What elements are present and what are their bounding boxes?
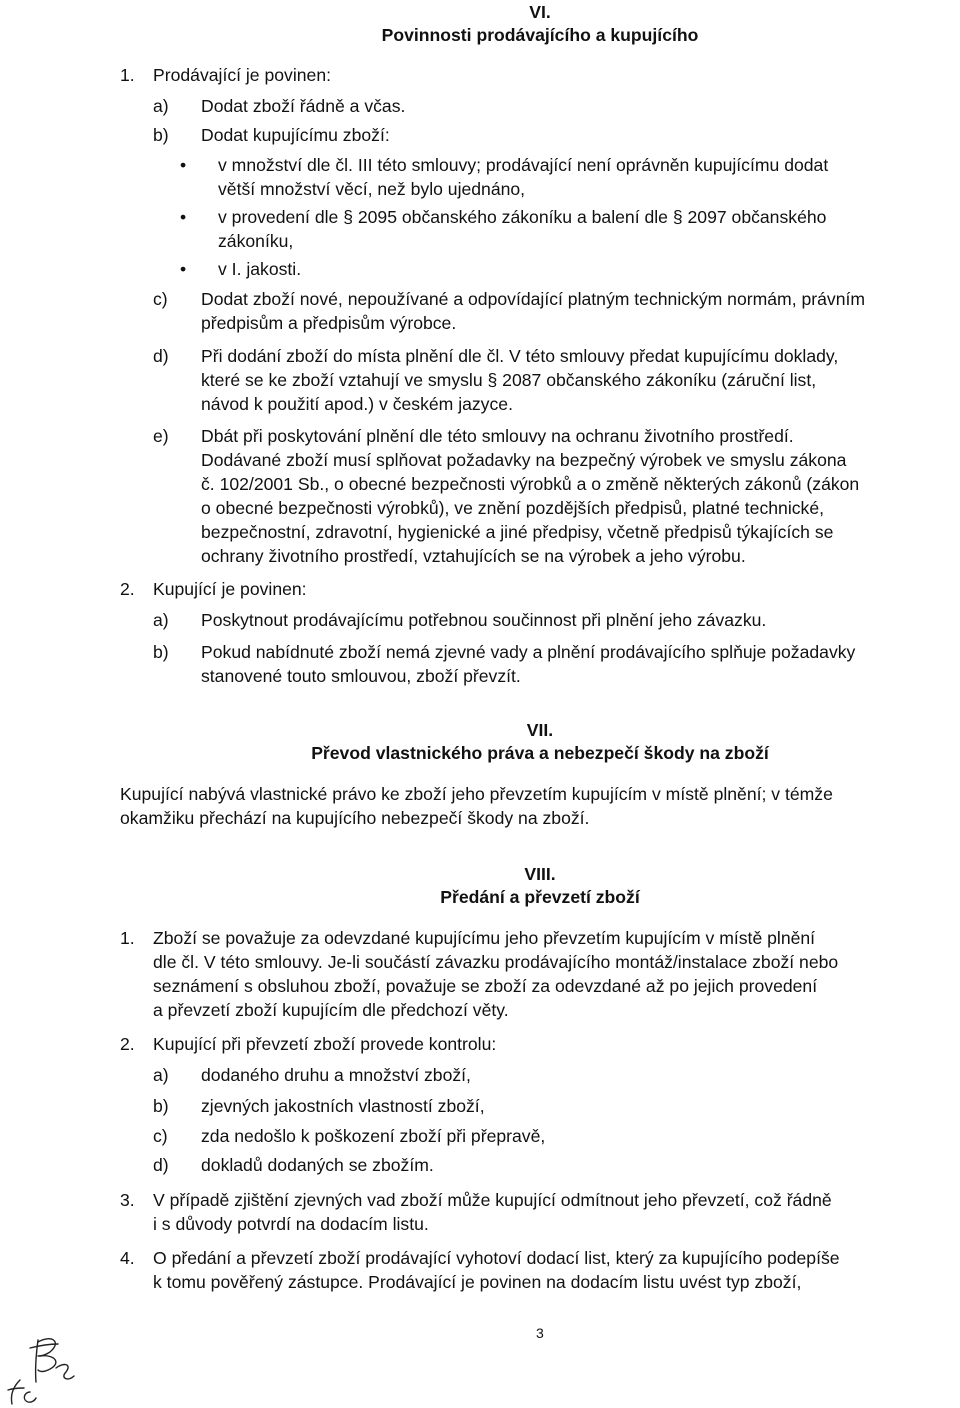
- section-7-title: Převod vlastnického práva a nebezpečí škody na zboží: [311, 743, 769, 763]
- s6-p1-c-line-1: Dodat zboží nové, nepoužívané a odpovídající platným technickým normám, právním: [201, 289, 866, 309]
- handwritten-initials: [0, 1320, 90, 1408]
- s6-p2-b-label: b): [153, 642, 169, 662]
- s8-p4-number: 4.: [120, 1248, 135, 1268]
- s8-p3-number: 3.: [120, 1190, 135, 1210]
- section-6-number: VI.: [529, 2, 551, 22]
- s6-bullet-3-line-1: v I. jakosti.: [218, 259, 302, 279]
- s6-p1-b-text: Dodat kupujícímu zboží:: [201, 125, 390, 145]
- s6-bullet-2-line-1: v provedení dle § 2095 občanského zákoníku a balení dle § 2097 občanského: [218, 207, 827, 227]
- s8-p2-d-label: d): [153, 1155, 169, 1175]
- s6-p1-e-line-6: ochrany životního prostředí, vztahujících se na výrobek a jeho výrobu.: [201, 546, 746, 566]
- s8-p2-number: 2.: [120, 1034, 135, 1054]
- s6-p1-e-line-4: o obecné bezpečnosti výrobků), ve znění pozdějších předpisů, platné technické,: [201, 498, 825, 518]
- s6-p1-d-label: d): [153, 346, 169, 366]
- s6-p2-a-label: a): [153, 610, 169, 630]
- s8-p3-line-2: i s důvody potvrdí na dodacím listu.: [153, 1214, 429, 1234]
- s6-p1-e-line-3: č. 102/2001 Sb., o obecné bezpečnosti výrobků a o změně některých zákonů (zákon: [201, 474, 860, 494]
- s6-p1-text: Prodávající je povinen:: [153, 65, 331, 85]
- s8-p2-b-text: zjevných jakostních vlastností zboží,: [201, 1096, 485, 1116]
- s6-p2-b-line-2: stanovené touto smlouvou, zboží převzít.: [201, 666, 521, 686]
- s6-p1-b-label: b): [153, 125, 169, 145]
- s6-p2-a-text: Poskytnout prodávajícímu potřebnou součinnost při plnění jeho závazku.: [201, 610, 767, 630]
- s8-p2-b-label: b): [153, 1096, 169, 1116]
- s8-p4-line-1: O předání a převzetí zboží prodávající vyhotoví dodací list, který za kupujícího podepíše: [153, 1248, 840, 1268]
- s8-p1-line-3: seznámení s obsluhou zboží, považuje se zboží za odevzdané až po jejich provedení: [153, 976, 818, 996]
- s8-p2-c-text: zda nedošlo k poškození zboží při přepravě,: [201, 1126, 546, 1146]
- section-8-number: VIII.: [524, 864, 556, 884]
- s6-p1-d-line-1: Při dodání zboží do místa plnění dle čl. V této smlouvy předat kupujícímu doklady,: [201, 346, 839, 366]
- s8-p3-line-1: V případě zjištění zjevných vad zboží může kupující odmítnout jeho převzetí, což řádně: [153, 1190, 832, 1210]
- s8-p1-line-4: a převzetí zboží kupujícím dle předchozí věty.: [153, 1000, 509, 1020]
- s8-p1-line-2: dle čl. V této smlouvy. Je-li součástí závazku prodávajícího montáž/instalace zboží nebo: [153, 952, 839, 972]
- bullet-icon: •: [180, 207, 187, 227]
- s6-p1-e-line-1: Dbát při poskytování plnění dle této smlouvy na ochranu životního prostředí.: [201, 426, 794, 446]
- s6-p2-number: 2.: [120, 579, 135, 599]
- s6-bullet-1-line-1: v množství dle čl. III této smlouvy; prodávající není oprávněn kupujícímu dodat: [218, 155, 829, 175]
- page-number: 3: [536, 1325, 544, 1341]
- s7-line-2: okamžiku přechází na kupujícího nebezpečí škody na zboží.: [120, 808, 590, 828]
- s6-bullet-2-line-2: zákoníku,: [218, 231, 294, 251]
- s8-p1-number: 1.: [120, 928, 135, 948]
- section-7-number: VII.: [526, 720, 554, 740]
- section-8-title: Předání a převzetí zboží: [440, 887, 640, 907]
- s8-p2-a-text: dodaného druhu a množství zboží,: [201, 1065, 471, 1085]
- s8-p2-text: Kupující při převzetí zboží provede kontrolu:: [153, 1034, 497, 1054]
- s6-p1-d-line-3: návod k použití apod.) v českém jazyce.: [201, 394, 513, 414]
- s6-bullet-1-line-2: větší množství věcí, než bylo ujednáno,: [218, 179, 526, 199]
- s6-p2-b-line-1: Pokud nabídnuté zboží nemá zjevné vady a plnění prodávajícího splňuje požadavky: [201, 642, 856, 662]
- s6-p1-a-label: a): [153, 96, 169, 116]
- s8-p2-d-text: dokladů dodaných se zbožím.: [201, 1155, 434, 1175]
- s6-p1-number: 1.: [120, 65, 135, 85]
- section-6-title: Povinnosti prodávajícího a kupujícího: [381, 25, 699, 45]
- s6-p2-text: Kupující je povinen:: [153, 579, 307, 599]
- s8-p2-c-label: c): [153, 1126, 168, 1146]
- s8-p2-a-label: a): [153, 1065, 169, 1085]
- s6-p1-d-line-2: které se ke zboží vztahují ve smyslu § 2087 občanského zákoníku (záruční list,: [201, 370, 817, 390]
- s6-p1-c-line-2: předpisům a předpisům výrobce.: [201, 313, 457, 333]
- s6-p1-e-line-2: Dodávané zboží musí splňovat požadavky na bezpečný výrobek ve smyslu zákona: [201, 450, 847, 470]
- bullet-icon: •: [180, 259, 187, 279]
- s6-p1-a-text: Dodat zboží řádně a včas.: [201, 96, 406, 116]
- s8-p1-line-1: Zboží se považuje za odevzdané kupujícímu jeho převzetím kupujícím v místě plnění: [153, 928, 816, 948]
- bullet-icon: •: [180, 155, 187, 175]
- s6-p1-c-label: c): [153, 289, 168, 309]
- s8-p4-line-2: k tomu pověřený zástupce. Prodávající je povinen na dodacím listu uvést typ zboží,: [153, 1272, 802, 1292]
- s6-p1-e-line-5: bezpečnostní, zdravotní, hygienické a jiné předpisy, včetně předpisů týkajících se: [201, 522, 834, 542]
- s6-p1-e-label: e): [153, 426, 169, 446]
- s7-line-1: Kupující nabývá vlastnické právo ke zboží jeho převzetím kupujícím v místě plnění; v témže: [120, 784, 833, 804]
